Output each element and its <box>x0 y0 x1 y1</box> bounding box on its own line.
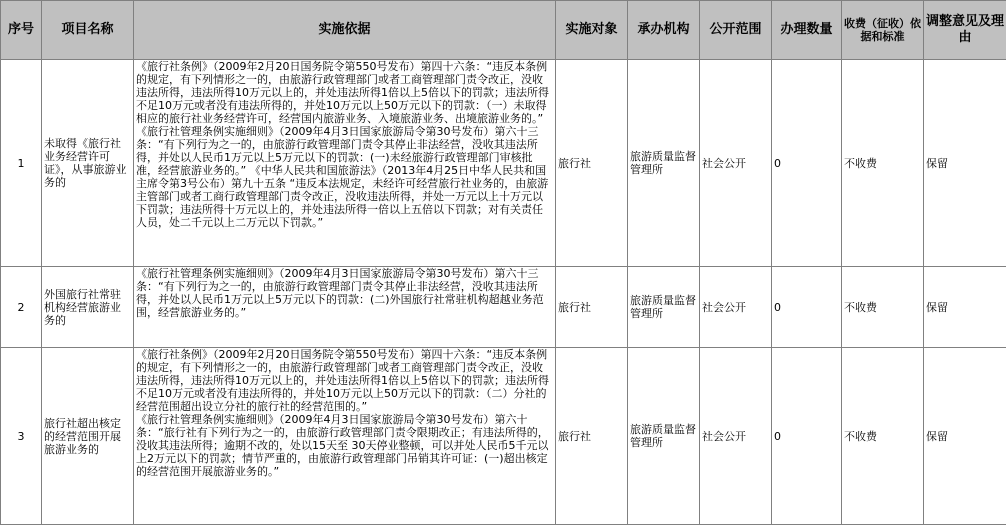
row-opinion: 保留 <box>924 267 1006 348</box>
header-target: 实施对象 <box>556 1 628 60</box>
row-scope: 社会公开 <box>700 348 772 525</box>
row-fee: 不收费 <box>842 348 924 525</box>
row-opinion: 保留 <box>924 60 1006 267</box>
row-item-name: 未取得《旅行社业务经营许可证》，从事旅游业务的 <box>42 60 134 267</box>
row-fee: 不收费 <box>842 60 924 267</box>
row-basis <box>134 267 556 348</box>
basis-paragraph: 《旅行社管理条例实施细则》（2009年4月3日国家旅游局令第30号发布）第六十三条：“有下列行为之一的，由旅游行政管理部门责令其停止非法经营，没收其违法所得，并处以人民币1万元以上5万元以下的罚款：(二)外国旅行社常驻机构超越业务范围，经营旅游业务的。” <box>136 267 544 319</box>
header-item-name: 项目名称 <box>42 1 134 60</box>
row-target: 旅行社 <box>556 348 628 525</box>
row-index: 3 <box>1 348 42 525</box>
header-row <box>1 1 1006 60</box>
row-basis <box>134 348 556 525</box>
header-scope: 公开范围 <box>700 1 772 60</box>
basis-paragraph: 《旅行社条例》（2009年2月20日国务院令第550号发布）第四十六条：“违反本条例的规定，有下列情形之一的，由旅游行政管理部门或者工商管理部门责令改正，没收违法所得，违法所得10万元以上的，并处违法所得1倍以上5倍以下的罚款；违法所得不足10万元或者没有违法所得的，并处10万元以上50万元以下的罚款：（一）未取得相应的旅行社业务经营许可，经营国内旅游业务、入境旅游业务、出境旅游业务的。” <box>136 60 549 125</box>
row-item-name: 旅行社超出核定的经营范围开展旅游业务的 <box>42 348 134 525</box>
header-agency: 承办机构 <box>628 1 700 60</box>
row-count: 0 <box>772 348 842 525</box>
basis-paragraph: 《旅行社管理条例实施细则》（2009年4月3日国家旅游局令第30号发布）第六十条：“旅行社有下列行为之一的，由旅游行政管理部门责令限期改正；有违法所得的，没收其违法所得；逾期不改的，处以15天至 30天停业整顿，可以并处人民币5千元以上2万元以下的罚款；情节严重的，由旅游行政管理部门吊销其许可证：(一)超出核定的经营范围开展旅游业务的。” <box>136 413 549 478</box>
header-count: 办理数量 <box>772 1 842 60</box>
row-index: 2 <box>1 267 42 348</box>
row-target: 旅行社 <box>556 60 628 267</box>
row-opinion: 保留 <box>924 348 1006 525</box>
basis-paragraph: 《旅行社管理条例实施细则》（2009年4月3日国家旅游局令第30号发布）第六十三条：“有下列行为之一的，由旅游行政管理部门责令其停止非法经营，没收其违法所得，并处以人民币1万元以上5万元以下的罚款：(一)未经旅游行政管理部门审核批准，经营旅游业务的。” 《中华人民共和国旅游法》（2013年4月25日中华人民共和国主席令第3号公布）第九十五条 “违反本法规定，未经许可经营旅行社业务的，由旅游主管部门或者工商行政管理部门责令改正，没收违法所得，并处一万元以上十万元以下罚款；违法所得十万元以上的，并处违法所得一倍以上五倍以下罚款；对有关责任人员，处二千元以上二万元以下罚款。” <box>136 125 549 229</box>
row-count: 0 <box>772 60 842 267</box>
row-scope: 社会公开 <box>700 267 772 348</box>
header-fee: 收费（征收）依据和标准 <box>842 1 924 60</box>
row-index: 1 <box>1 60 42 267</box>
table-row <box>1 348 1006 525</box>
table-row <box>1 267 1006 348</box>
row-scope: 社会公开 <box>700 60 772 267</box>
row-item-name: 外国旅行社常驻机构经营旅游业务的 <box>42 267 134 348</box>
row-agency: 旅游质量监督管理所 <box>628 348 700 525</box>
row-agency: 旅游质量监督管理所 <box>628 60 700 267</box>
row-fee: 不收费 <box>842 267 924 348</box>
header-opinion: 调整意见及理由 <box>924 1 1006 60</box>
table-row <box>1 60 1006 267</box>
header-index: 序号 <box>1 1 42 60</box>
row-target: 旅行社 <box>556 267 628 348</box>
header-basis: 实施依据 <box>134 1 556 60</box>
row-count: 0 <box>772 267 842 348</box>
basis-paragraph: 《旅行社条例》（2009年2月20日国务院令第550号发布）第四十六条：“违反本条例的规定，有下列情形之一的，由旅游行政管理部门或者工商管理部门责令改正，没收违法所得，违法所得10万元以上的，并处违法所得1倍以上5倍以下的罚款；违法所得不足10万元或者没有违法所得的，并处10万元以上50万元以下的罚款：（二）分社的经营范围超出设立分社的旅行社的经营范围的。” <box>136 348 549 413</box>
row-basis <box>134 60 556 267</box>
row-agency: 旅游质量监督管理所 <box>628 267 700 348</box>
